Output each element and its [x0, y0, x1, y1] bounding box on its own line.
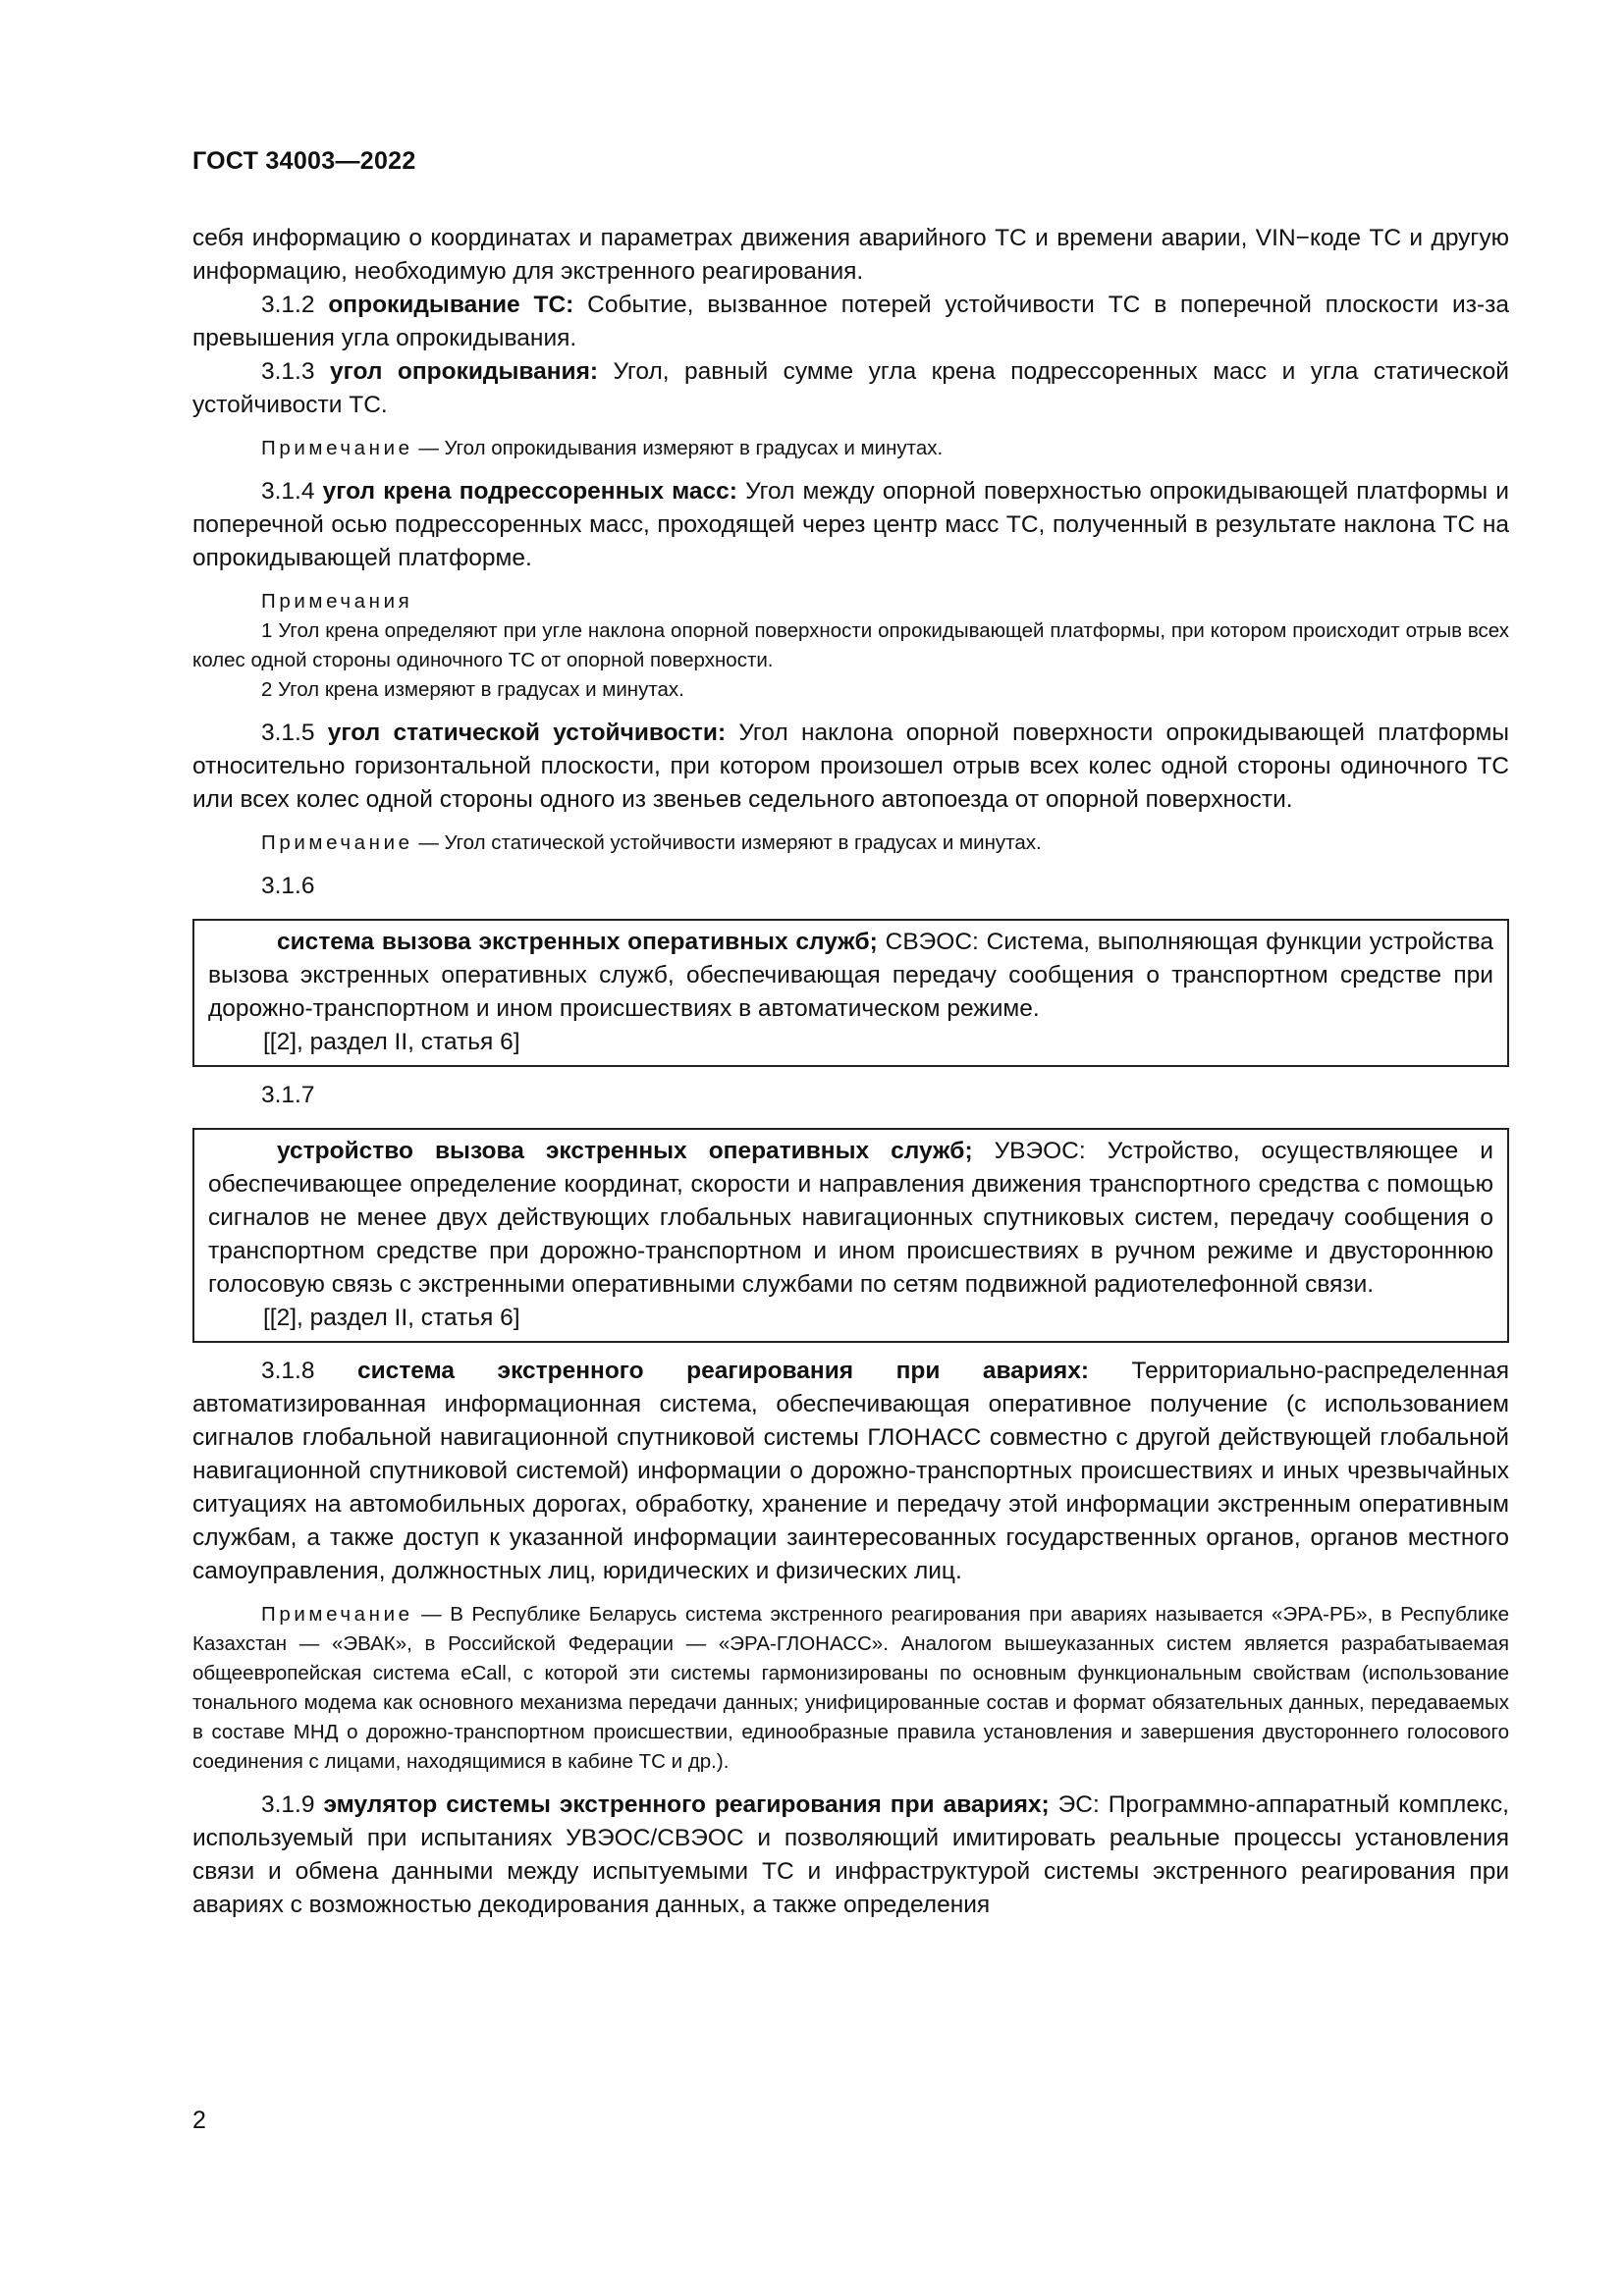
- note-3-1-3: [192, 434, 1509, 463]
- framed-definition-3-1-6: [192, 919, 1509, 1067]
- note-text: — Угол статической устойчивости измеряют в градусах и минутах.: [412, 831, 1042, 854]
- notes-label-3-1-4: Примечания: [261, 590, 413, 613]
- term-3-1-6: [208, 926, 1493, 1026]
- term-number: 3.1.9: [261, 1791, 324, 1818]
- note-label: Примечание: [261, 437, 413, 459]
- term-abbreviation: ЭС:: [1049, 1791, 1100, 1818]
- term-definition: Территориально-распределенная автоматизированная информационная система, обеспечивающая оперативное получение (с использованием сигналов глобальной навигационной спутниковой системы ГЛОНАСС совместно с другой действующей глобальной навигационной спутниковой системой) информации о дорожно-транспортных происшествиях и иных чрезвычайных ситуациях на автомобильных дорогах, обработку, хранение и передачу этой информации экстренным оперативным службам, а также доступ к указанной информации заинтересованных государственных органов, органов местного самоуправления, должностных лиц, юридических и физических лиц.: [192, 1358, 1509, 1584]
- note-item-1: 1 Угол крена определяют при угле наклона опорной поверхности опрокидывающей платформы, при котором происходит отрыв всех колес одной стороны одиночного ТС от опорной поверхности.: [192, 619, 1509, 671]
- note-label: Примечание: [261, 1603, 413, 1626]
- source-reference: [[2], раздел II, статья 6]: [263, 1029, 520, 1055]
- term-name: система вызова экстренных оперативных служб;: [277, 929, 878, 955]
- term-3-1-7: [208, 1135, 1493, 1302]
- term-3-1-8: [192, 1355, 1509, 1588]
- term-number: 3.1.8: [261, 1358, 357, 1384]
- paragraph-continuation: себя информацию о координатах и параметрах движения аварийного ТС и времени аварии, VIN−коде ТС и другую информацию, необходимую для экстренного реагирования.: [192, 225, 1509, 285]
- term-name: система экстренного реагирования при авариях:: [357, 1358, 1089, 1384]
- term-number: 3.1.2: [261, 292, 329, 318]
- term-definition: Угол между опорной поверхностью опрокидывающей платформы и поперечной осью подрессоренных масс, проходящей через центр масс ТС, полученный в результате наклона ТС на опрокидывающей платформе.: [192, 478, 1509, 571]
- note-label: Примечание: [261, 831, 413, 854]
- term-number: 3.1.4: [261, 478, 323, 505]
- term-3-1-4: [192, 475, 1509, 575]
- term-definition: УВЭОС: Устройство, осуществляющее и обеспечивающее определение координат, скорости и направления движения транспортного средства с помощью сигналов не менее двух действующих глобальных навигационных спутниковых систем, передачу сообщения о транспортном средстве при дорожно-транспортном и ином происшествиях в ручном режиме и двустороннюю голосовую связь с экстренными оперативными службами по сетям подвижной радиотелефонной связи.: [208, 1138, 1493, 1298]
- framed-definition-3-1-7: [192, 1128, 1509, 1343]
- term-number: 3.1.3: [261, 358, 330, 385]
- term-number: 3.1.5: [261, 720, 328, 746]
- term-name: устройство вызова экстренных оперативных служб;: [277, 1138, 973, 1164]
- term-definition: Событие, вызванное потерей устойчивости ТС в поперечной плоскости из-за превышения угла опрокидывания.: [192, 292, 1509, 351]
- term-number-3-1-7: 3.1.7: [261, 1082, 315, 1108]
- term-definition: Угол наклона опорной поверхности опрокидывающей платформы относительно горизонтальной плоскости, при котором произошел отрыв всех колес одной стороны одиночного ТС или всех колес одной стороны одного из звеньев седельного автопоезда от опорной поверхности.: [192, 720, 1509, 813]
- term-name: эмулятор системы экстренного реагирования при авариях;: [323, 1791, 1050, 1818]
- term-name: угол статической устойчивости:: [327, 720, 727, 746]
- note-item-2: 2 Угол крена измеряют в градусах и минутах.: [261, 678, 684, 701]
- page-number: 2: [192, 2107, 206, 2134]
- term-name: угол опрокидывания:: [329, 358, 599, 385]
- term-3-1-3: [192, 355, 1509, 422]
- note-3-1-5: [192, 828, 1509, 858]
- note-3-1-8: [192, 1600, 1509, 1777]
- note-text: — Угол опрокидывания измеряют в градусах и минутах.: [412, 437, 944, 459]
- term-definition: Программно-аппаратный комплекс, используемый при испытаниях УВЭОС/СВЭОС и позволяющий имитировать реальные процессы установления связи и обмена данными между испытуемыми ТС и инфраструктурой системы экстренного реагирования при авариях с возможностью декодирования данных, а также определения: [192, 1791, 1509, 1918]
- term-definition: СВЭОС: Система, выполняющая функции устройства вызова экстренных оперативных служб, обеспечивающая передачу сообщения о транспортном средстве при дорожно-транспортном и ином происшествиях в автоматическом режиме.: [208, 929, 1493, 1022]
- document-body: [192, 222, 1509, 1922]
- term-number-3-1-6: 3.1.6: [261, 873, 315, 899]
- term-3-1-2: [192, 289, 1509, 355]
- note-text: — В Республике Беларусь система экстренного реагирования при авариях называется «ЭРА-РБ», в Республике Казахстан — «ЭВАК», в Российской Федерации — «ЭРА-ГЛОНАСС». Аналогом вышеуказанных систем является разрабатываемая общеевропейская система eCall, с которой эти системы гармонизированы по основным функциональным свойствам (использование тонального модема как основного механизма передачи данных; унифицированные состав и формат обязательных данных, передаваемых в составе МНД о дорожно-транспортном происшествии, единообразные правила установления и завершения двустороннего голосового соединения с лицами, находящимися в кабине ТС и др.).: [192, 1603, 1509, 1773]
- term-3-1-5: [192, 717, 1509, 817]
- source-reference: [[2], раздел II, статья 6]: [263, 1305, 520, 1331]
- document-header: ГОСТ 34003—2022: [192, 147, 416, 175]
- term-name: угол крена подрессоренных масс:: [322, 478, 737, 505]
- term-3-1-9: [192, 1789, 1509, 1922]
- term-definition: Угол, равный сумме угла крена подрессоренных масс и угла статической устойчивости ТС.: [192, 358, 1509, 418]
- term-name: опрокидывание ТС:: [328, 292, 574, 318]
